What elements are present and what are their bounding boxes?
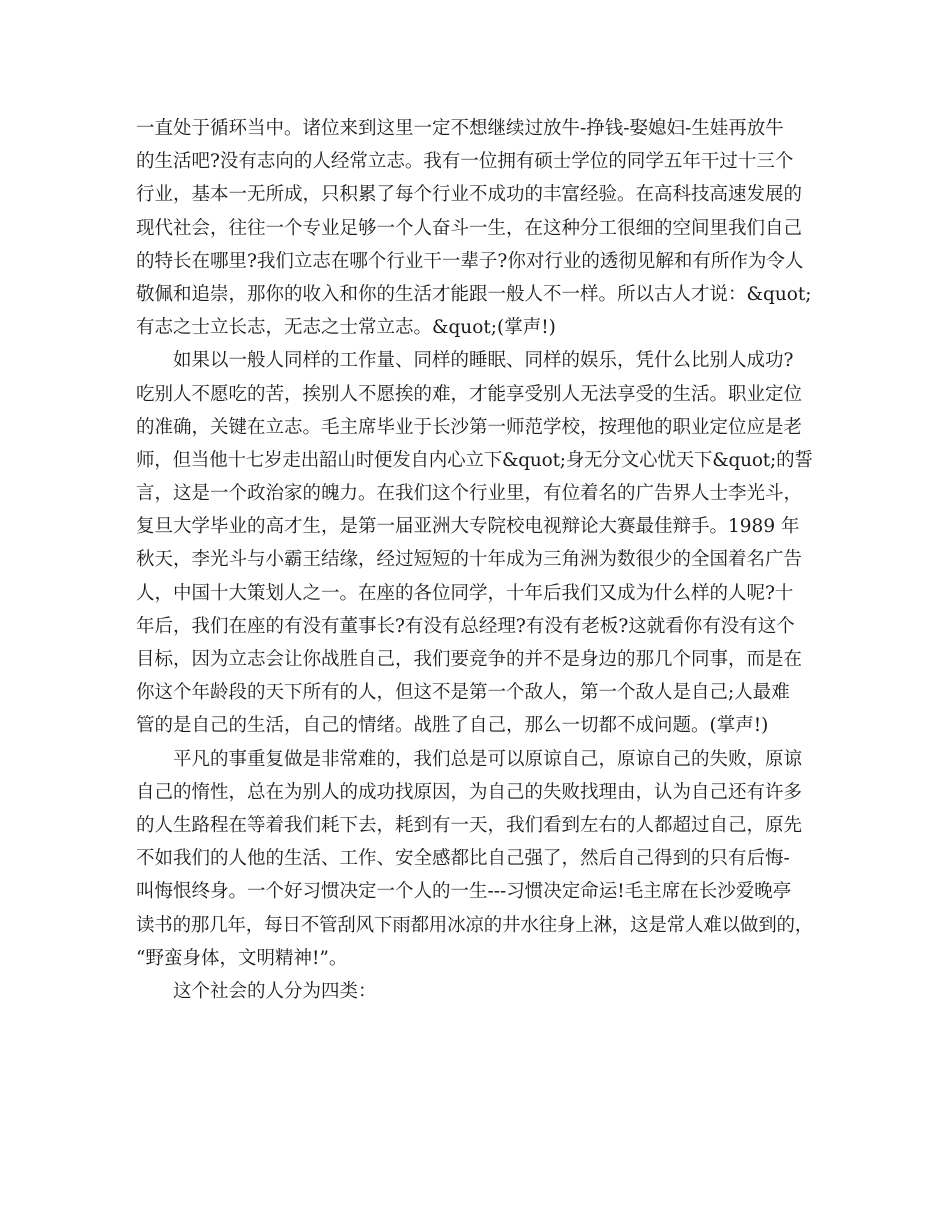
text-line: 叫悔恨终身。一个好习惯决定一个人的一生---习惯决定命运!毛主席在长沙爱晚亭 — [136, 881, 792, 903]
text-line: 言，这是一个政治家的魄力。在我们这个行业里，有位着名的广告界人士李光斗， — [136, 483, 803, 505]
paragraph-first-line: 这个社会的人分为四类： — [173, 980, 377, 1002]
text-line: 读书的那几年，每日不管刮风下雨都用冰凉的井水往身上淋，这是常人难以做到的， — [136, 914, 814, 936]
document-body — [136, 112, 814, 1008]
text-line: 师，但当他十七岁走出韶山时便发自内心立下&quot;身无分文心忧天下&quot;的誓 — [136, 449, 813, 471]
text-line: 不如我们的人他的生活、工作、安全感都比自己强了，然后自己得到的只有后悔- — [136, 848, 790, 870]
text-line: 秋天，李光斗与小霸王结缘，经过短短的十年成为三角洲为数很少的全国着名广告 — [136, 549, 803, 571]
text-line: 敬佩和追崇，那你的收入和你的生活才能跟一般人不一样。所以古人才说：&quot; — [136, 283, 812, 305]
text-line: 年后，我们在座的有没有董事长?有没有总经理?有没有老板?这就看你有没有这个 — [136, 615, 795, 637]
text-line: 你这个年龄段的天下所有的人，但这不是第一个敌人，第一个敌人是自己;人最难 — [136, 682, 790, 704]
paragraph-first-line: 平凡的事重复做是非常难的，我们总是可以原谅自己，原谅自己的失败，原谅 — [173, 748, 803, 770]
text-line: 人，中国十大策划人之一。在座的各位同学，十年后我们又成为什么样的人呢?十 — [136, 582, 794, 604]
text-line: 复旦大学毕业的高才生，是第一届亚洲大专院校电视辩论大赛最佳辩手。1989 年 — [136, 516, 800, 538]
text-line: 的准确，关键在立志。毛主席毕业于长沙第一师范学校，按理他的职业定位应是老 — [136, 416, 803, 438]
paragraph-first-line: 如果以一般人同样的工作量、同样的睡眠、同样的娱乐，凭什么比别人成功? — [173, 350, 794, 372]
text-line: 管的是自己的生活，自己的情绪。战胜了自己，那么一切都不成问题。(掌声!) — [136, 715, 769, 737]
text-line: 的人生路程在等着我们耗下去，耗到有一天，我们看到左右的人都超过自己，原先 — [136, 814, 803, 836]
text-line: 行业，基本一无所成，只积累了每个行业不成功的丰富经验。在高科技高速发展的 — [136, 184, 803, 206]
text-line: 有志之士立长志，无志之士常立志。&quot;(掌声!) — [136, 317, 556, 339]
text-line: 目标，因为立志会让你战胜自己，我们要竞争的并不是身边的那几个同事，而是在 — [136, 649, 803, 670]
text-line: 现代社会，往往一个专业足够一个人奋斗一生，在这种分工很细的空间里我们自己 — [136, 217, 803, 239]
text-line: 的特长在哪里?我们立志在哪个行业干一辈子?你对行业的透彻见解和有所作为令人 — [136, 250, 804, 272]
text-line: 自己的惰性，总在为别人的成功找原因，为自己的失败找理由，认为自己还有许多 — [136, 781, 803, 803]
text-line: “野蛮身体，文明精神!”。 — [136, 947, 348, 969]
text-line: 吃别人不愿吃的苦，挨别人不愿挨的难，才能享受别人无法享受的生活。职业定位 — [136, 383, 803, 405]
text-line: 一直处于循环当中。诸位来到这里一定不想继续过放牛-挣钱-娶媳妇-生娃再放牛 — [136, 118, 784, 139]
text-line: 的生活吧?没有志向的人经常立志。我有一位拥有硕士学位的同学五年干过十三个 — [136, 151, 794, 173]
